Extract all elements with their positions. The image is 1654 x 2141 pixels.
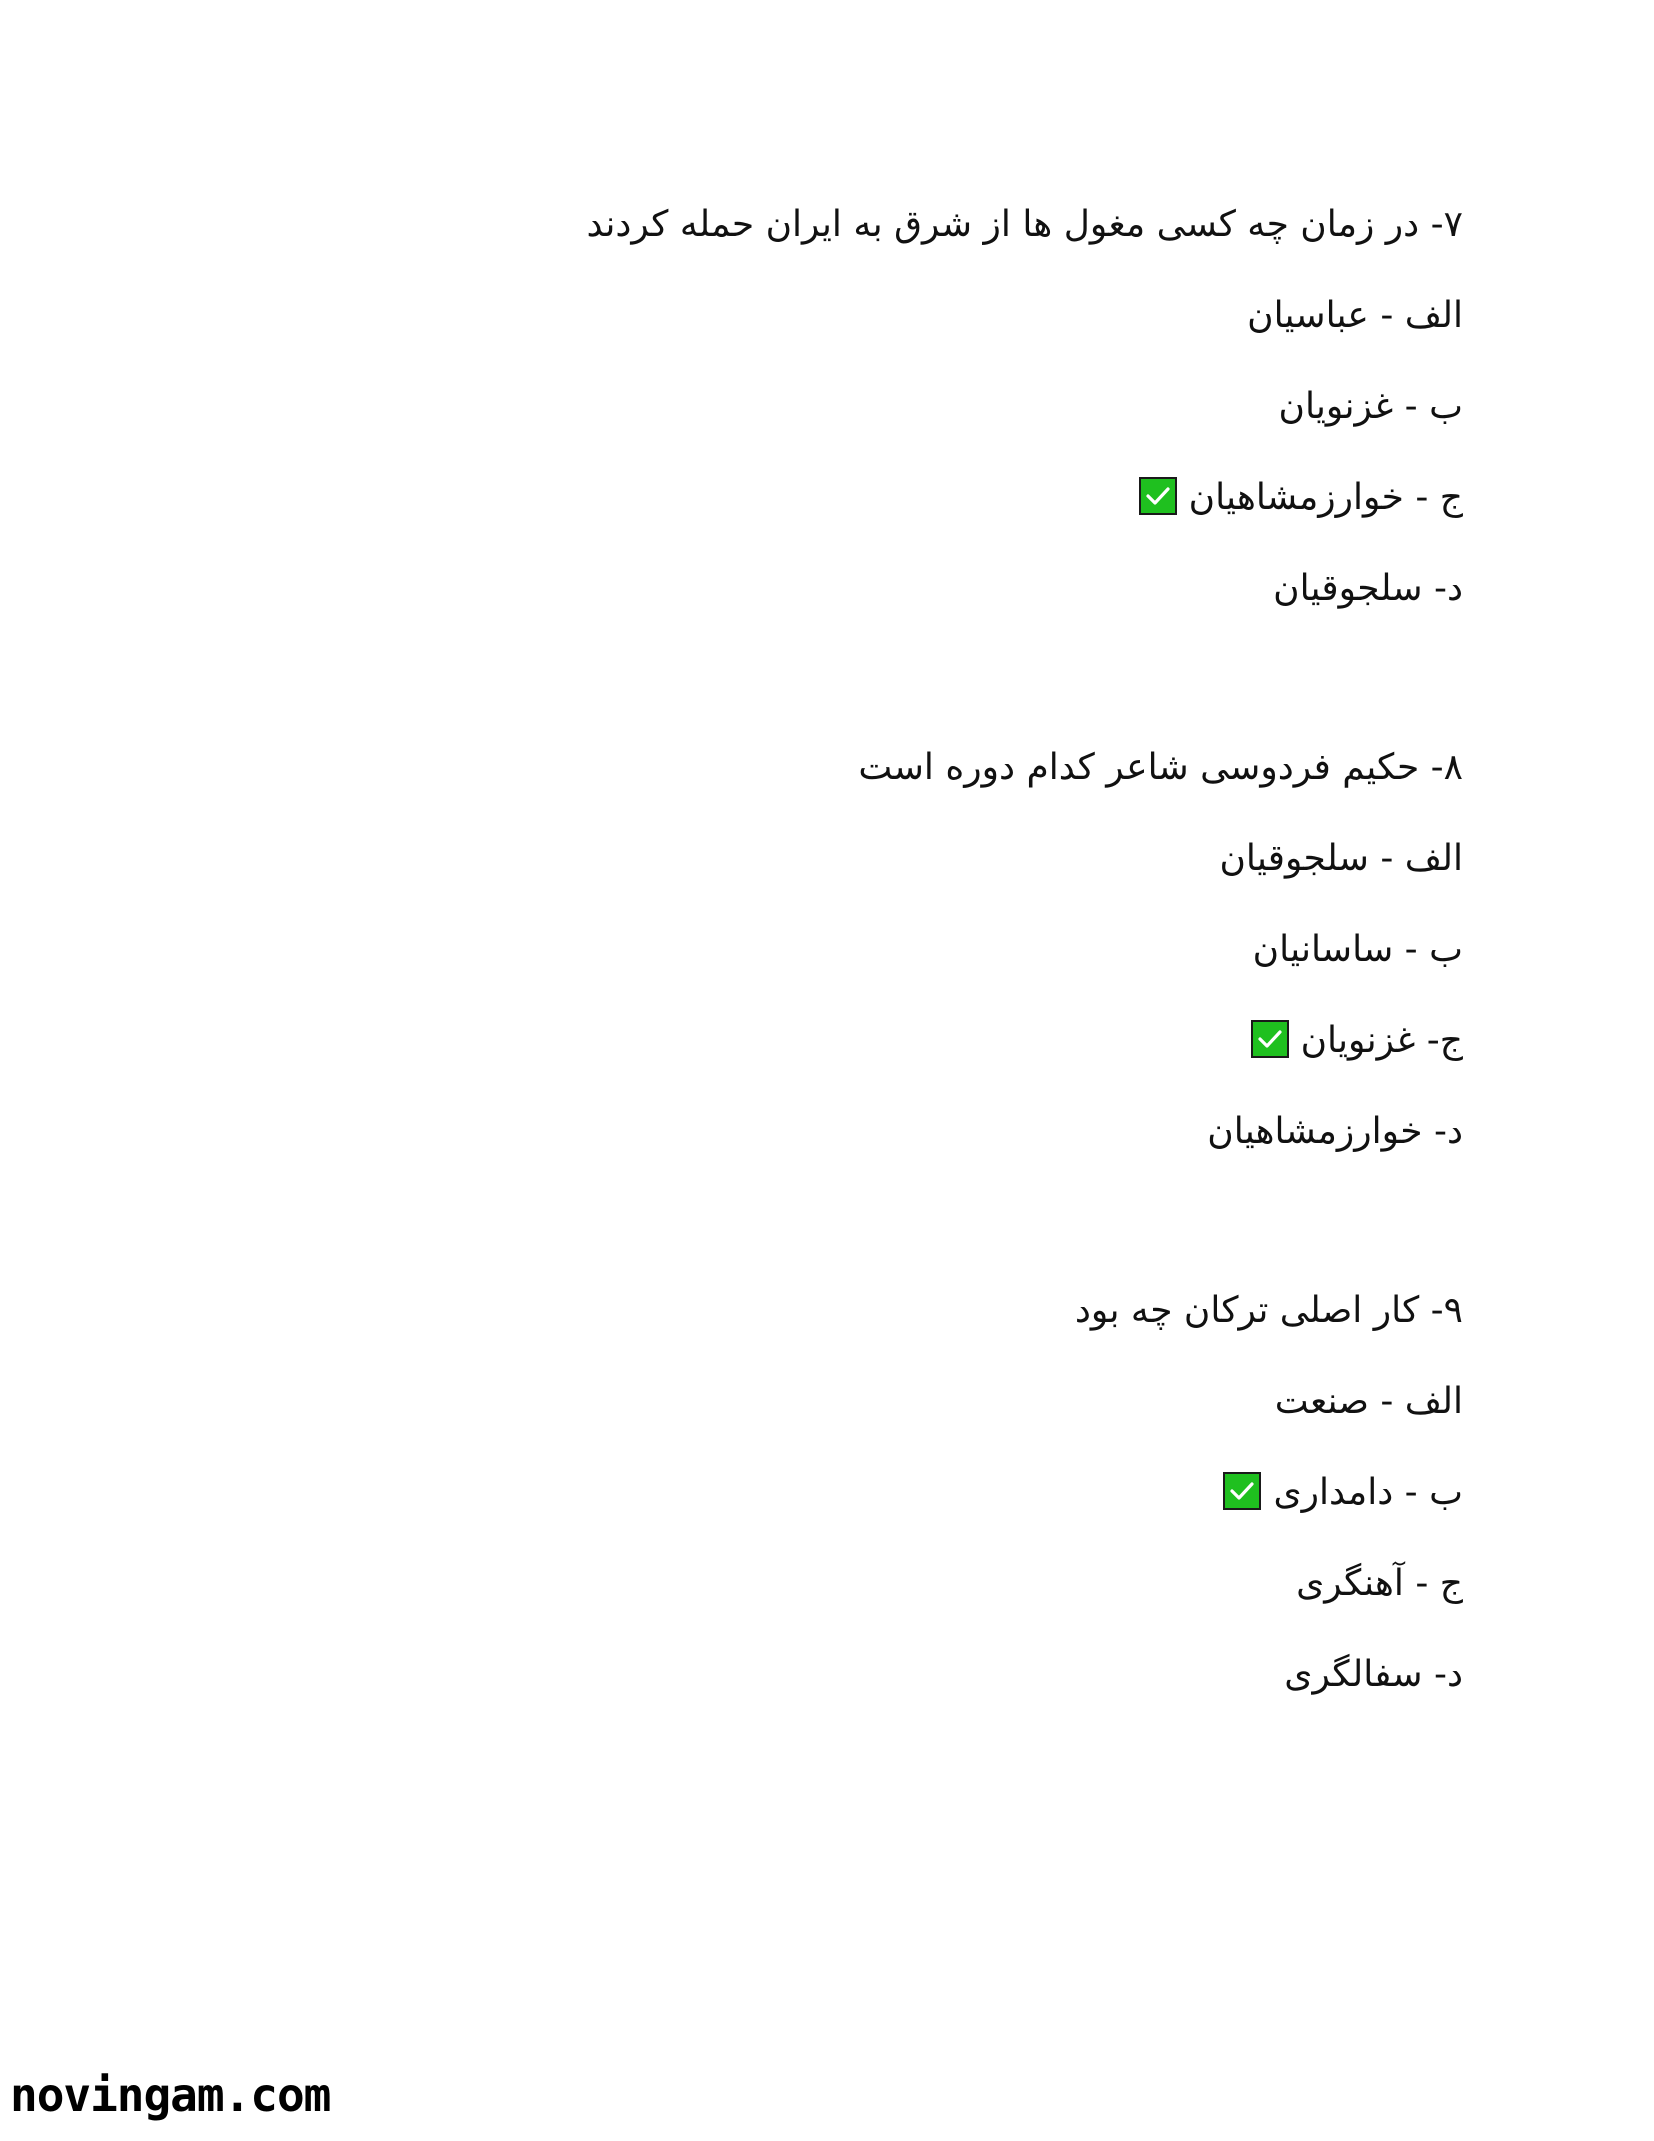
option-label: د- سفالگری	[1284, 1654, 1463, 1695]
option-label: ب - دامداری	[1273, 1472, 1463, 1513]
option-d	[263, 1642, 1463, 1733]
check-mark-icon	[1223, 1472, 1261, 1510]
option-label: د- خوارزمشاهیان	[1207, 1111, 1463, 1152]
check-mark-icon	[1139, 477, 1177, 515]
option-b	[263, 374, 1463, 465]
option-label: ج - خوارزمشاهیان	[1188, 477, 1463, 518]
option-b	[263, 917, 1463, 1008]
question-text: ۹- کار اصلی ترکان چه بود	[1074, 1290, 1463, 1331]
question-text: ۸- حکیم فردوسی شاعر کدام دوره است	[858, 747, 1463, 788]
site-watermark: novingam.com	[10, 2068, 331, 2122]
check-mark-icon	[1251, 1020, 1289, 1058]
option-label: الف - صنعت	[1274, 1381, 1463, 1422]
option-label: الف - عباسیان	[1247, 295, 1463, 336]
option-a	[263, 1369, 1463, 1460]
option-a	[263, 283, 1463, 374]
question-9	[263, 1278, 1463, 1733]
option-label: ج- غزنویان	[1300, 1020, 1463, 1061]
option-c	[263, 1008, 1463, 1099]
option-label: ب - غزنویان	[1278, 386, 1463, 427]
option-d	[263, 556, 1463, 647]
question-8	[263, 735, 1463, 1190]
option-label: الف - سلجوقیان	[1219, 838, 1463, 879]
quiz-content	[263, 192, 1463, 1821]
question-text: ۷- در زمان چه کسی مغول ها از شرق به ایران حمله کردند	[586, 204, 1463, 245]
option-c	[263, 465, 1463, 556]
option-c	[263, 1551, 1463, 1642]
option-a	[263, 826, 1463, 917]
option-label: د- سلجوقیان	[1273, 568, 1463, 609]
option-b	[263, 1460, 1463, 1551]
option-label: ب - ساسانیان	[1252, 929, 1463, 970]
question-7	[263, 192, 1463, 647]
option-d	[263, 1099, 1463, 1190]
option-label: ج - آهنگری	[1296, 1563, 1463, 1604]
